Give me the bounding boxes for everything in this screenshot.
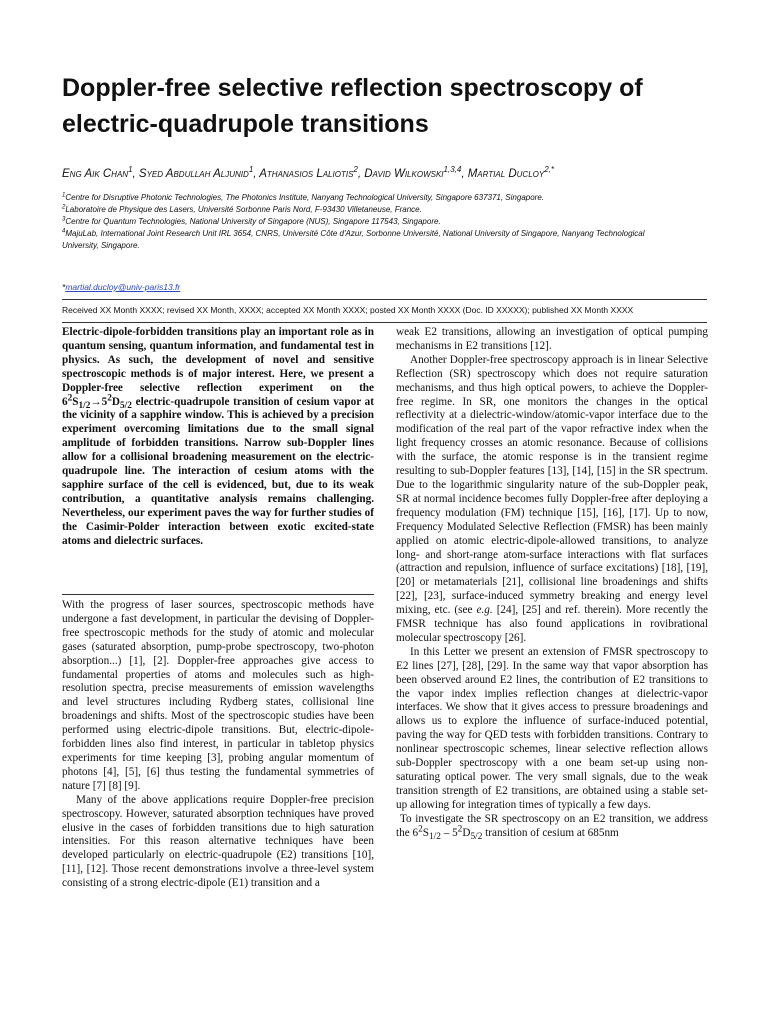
paper-title: Doppler-free selective reflection spectroscopy of electric-quadrupole transitions	[62, 74, 643, 138]
paragraph-segment: To investigate the SR spectroscopy on an E2 transition, we address the 6	[396, 812, 708, 839]
abstract-sup: 2	[67, 392, 73, 403]
author-name: Athanasios Laliotis	[259, 168, 354, 180]
abstract-segment: Electric-dipole-forbidden transitions play an important role as in quantum sensing, quantum information, and fundamental test in physics. As such, the development of novel and sensitive spectroscopic methods is of major interest. Here, we present a Doppler-free selective reflection experiment on the 6	[62, 326, 374, 408]
author-list: Eng Aik Chan$^1$, Syed Abdullah Aljunid$^1$, Athanasios Laliotis$^2$, David Wilkowski$^{1,3,4}$, Martial Ducloy$^{2,*}$	[62, 165, 555, 180]
author-name: David Wilkowski	[364, 168, 444, 180]
affiliation	[62, 192, 682, 204]
author-name: Syed Abdullah Aljunid	[138, 168, 249, 180]
corresponding-email	[62, 282, 180, 292]
received-divider	[62, 322, 707, 323]
paragraph-sub: 1/2	[428, 831, 441, 842]
paragraph: In this Letter we present an extension of FMSR spectroscopy to E2 lines [27], [28], [29]. In the same way that vapor absorption has been observed around E2 lines, the contribution of E2 transitions to the vapor index implies reflection changes at dielectric-vapor interfaces. We show that it gives access to pressure broadenings and allows us to explore the influence of surface-induced potential, paving the way for QED tests with forbidden transitions. Contrary to nonlinear spectroscopic schemes, linear selective reflection allows sub-Doppler spectroscopy with a one beam set-up using non-saturating optical power. The very small signals, due to the weak transition strength of E2 transitions, are obtained using a stable set-up allowing for integration times of typically a few days.	[396, 645, 708, 811]
abstract-divider	[62, 594, 374, 595]
header-divider	[62, 299, 707, 300]
affiliation	[62, 204, 682, 216]
author-affil-mark: 1	[248, 165, 254, 175]
author-affil-mark: 2	[353, 165, 358, 175]
received-line: Received XX Month XXXX; revised XX Month, XXXX; accepted XX Month XXXX; posted XX Month XXXX (Doc. ID XXXXX); published XX Month XXXX	[62, 305, 634, 315]
paragraph-segment: S	[422, 826, 429, 839]
paragraph-segment: D	[462, 826, 471, 839]
abstract-sup: 2	[107, 392, 112, 403]
email-star: *	[62, 282, 66, 292]
paragraph: weak E2 transitions, allowing an investigation of optical pumping mechanisms in E2 transitions [12].	[396, 326, 708, 352]
abstract-segment: S	[72, 395, 79, 408]
abstract	[62, 326, 374, 549]
paragraph-sub: 5/2	[470, 831, 483, 842]
author-name: Eng Aik Chan	[62, 168, 129, 180]
affiliation-text: Laboratoire de Physique des Lasers, Université Sorbonne Paris Nord, F-93430 Villetaneuse, France.	[65, 205, 422, 214]
paragraph: With the progress of laser sources, spectroscopic methods have undergone a fast development, in particular the devising of Doppler-free spectroscopic methods for the study of atomic and molecular gases (saturated absorption, pump-probe spectroscopy, two-photon absorption...) [1], [2]. Doppler-free approaches give access to fundamental properties of atoms and molecules such as high-resolution spectra, precise measurements of emission wavelengths and level structures including Rydberg states, collisional line broadenings and shifts. Most of the spectroscopic studies have been performed using electric-dipole transitions. But, electric-dipole-forbidden lines also find interest, in particular in tabletop physics experiments for time keeping [3], probing angular momentum of photons [4], [5], [6] thus testing the fundamental symmetries of nature [7] [8] [9].	[62, 599, 374, 792]
email-link[interactable]: martial.ducloy@univ-paris13.fr	[65, 282, 181, 292]
author-name: Martial Ducloy	[467, 168, 545, 180]
affiliation-text: Centre for Quantum Technologies, National University of Singapore (NUS), Singapore 117543, Singapore.	[65, 217, 441, 226]
paragraph-segment: [24], [25] and ref. therein). More recently the FMSR technique has also found applications in rovibrational molecular spectroscopy [26].	[396, 604, 709, 644]
abstract-sub: 5/2	[119, 400, 132, 411]
affiliation	[62, 228, 682, 252]
paragraph	[396, 813, 708, 841]
paragraph-sup: 2	[418, 823, 423, 834]
paragraph-segment: – 5	[440, 826, 458, 839]
body-column-right	[396, 326, 708, 841]
affiliation-list	[62, 192, 682, 252]
paragraph-segment: transition of cesium at 685nm	[482, 826, 619, 839]
affiliation-mark: 4	[62, 228, 66, 235]
paragraph-segment: Another Doppler-free spectroscopy approach is in linear Selective Reflection (SR) spectroscopy which does not require saturation mechanisms, and thus high optical powers, to achieve the Doppler-free regime. In SR, one monitors the changes in the optical reflectivity at a dielectric-window/atomic-vapor interface due to the modification of the real part of the vapor refractive index when the light frequency crosses an atomic resonance. Because of collisions with the surface, the atomic response is in the transient regime resulting to sub-Doppler features [13], [14], [15] in the SR spectrum. Due to the logarithmic singularity nature of the sub-Doppler peak, SR at normal incidence becomes fully Doppler-free after deploying a frequency modulation (FM) technique [15], [16], [17]. Up to now, Frequency Modulated Selective Reflection (FMSR) has been mainly applied on atomic electric-dipole-allowed transitions, to analyze long- and short-range atom-surface interactions with flat surfaces (attraction and repulsion, influence of surface excitations) [18], [19], [20] or metamaterials [21], collisional line broadenings and shifts [22], [23], surface-induced symmetry breaking and energy level mixing, etc. (see	[396, 353, 708, 617]
affiliation-mark: 3	[62, 216, 66, 223]
abstract-segment: D	[111, 395, 120, 408]
affiliation-mark: 1	[62, 192, 66, 199]
abstract-segment: electric-quadrupole transition of cesium vapor at the vicinity of a sapphire window. This is achieved by a precision experiment overcoming limitations due to the small signal amplitude of forbidden transitions. Narrow sub-Doppler lines allow for a collisional broadening measurement on the electric-quadrupole line. The interaction of cesium atoms with the sapphire surface of the cell is evidenced, but, due to its weak contribution, a quantitative analysis remains challenging. Nevertheless, our experiment paves the way for further studies of the Casimir-Polder interaction between exotic excited-state atoms and dielectric surfaces.	[62, 395, 374, 547]
affiliation	[62, 216, 682, 228]
affiliation-mark: 2	[62, 204, 66, 211]
paragraph: Many of the above applications require Doppler-free precision spectroscopy. However, saturated absorption techniques have proved elusive in the cases of forbidden transitions due to high saturation intensities. For this reason alternative techniques have been developed particularly on electric-quadrupole (E2) transitions [10], [11], [12]. Those recent demonstrations involve a three-level system consisting of a strong electric-dipole (E1) transition and a	[62, 793, 374, 890]
author-affil-mark: 2,*	[544, 165, 555, 175]
author-affil-mark: 1,3,4	[443, 165, 462, 175]
abstract-text	[62, 326, 374, 549]
affiliation-text: MajuLab, International Joint Research Unit IRL 3654, CNRS, Université Côte d'Azur, Sorbonne Université, National University of Singapore, Nanyang Technological University, Singapore.	[62, 229, 645, 250]
abstract-sub: 1/2	[78, 400, 91, 411]
paragraph-segment: e.g.	[476, 604, 493, 617]
abstract-segment: →5	[90, 395, 108, 408]
paragraph-sup: 2	[457, 823, 463, 834]
author-affil-mark: 1	[128, 165, 133, 175]
body-column-left	[62, 599, 374, 891]
affiliation-text: Centre for Disruptive Photonic Technologies, The Photonics Institute, Nanyang Technological University, Singapore 637371, Singapore.	[65, 193, 544, 202]
paragraph	[396, 354, 708, 646]
